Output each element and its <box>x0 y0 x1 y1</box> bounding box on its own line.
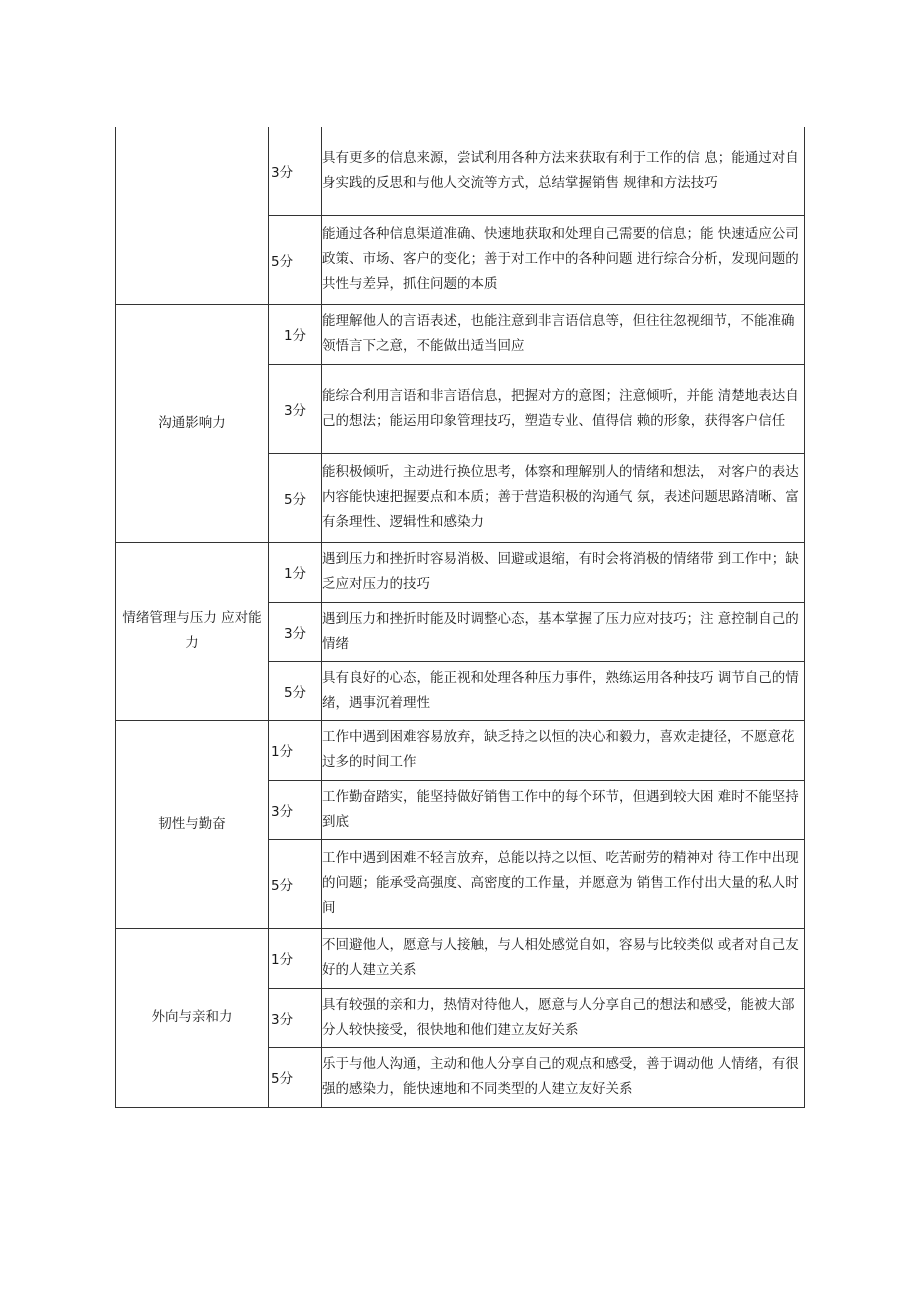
score-cell: 5分 <box>269 839 322 928</box>
table-row <box>116 720 805 780</box>
description-cell: 具有良好的心态，能正视和处理各种压力事件，熟练运用各种技巧 调节自己的情绪，遇事沉着理性 <box>322 661 805 720</box>
description-cell: 能通过各种信息渠道准确、快速地获取和处理自己需要的信息；能 快速适应公司政策、市场、客户的变化；善于对工作中的各种问题 进行综合分析，发现问题的共性与差异，抓住问题的本质 <box>322 215 805 304</box>
score-cell: 1分 <box>269 304 322 364</box>
description-cell: 具有较强的亲和力，热情对待他人，愿意与人分享自己的想法和感受，能被大部分人较快接受，很快地和他们建立友好关系 <box>322 988 805 1047</box>
score-cell: 5分 <box>269 661 322 720</box>
category-cell: 外向与亲和力 <box>116 928 269 1107</box>
score-cell: 1分 <box>269 928 322 988</box>
category-cell <box>116 127 269 304</box>
category-cell: 韧性与勤奋 <box>116 720 269 928</box>
description-cell: 遇到压力和挫折时容易消极、回避或退缩，有时会将消极的情绪带 到工作中；缺乏应对压力的技巧 <box>322 542 805 602</box>
description-cell: 能积极倾听，主动进行换位思考，体察和理解别人的情绪和想法， 对客户的表达内容能快速把握要点和本质；善于营造积极的沟通气 氛，表述问题思路清晰、富有条理性、逻辑性和感染力 <box>322 453 805 542</box>
score-cell: 3分 <box>269 988 322 1047</box>
score-cell: 3分 <box>269 602 322 661</box>
score-cell: 1分 <box>269 720 322 780</box>
table-row <box>116 928 805 988</box>
description-cell: 能综合利用言语和非言语信息，把握对方的意图；注意倾听，并能 清楚地表达自己的想法；能运用印象管理技巧，塑造专业、值得信 赖的形象，获得客户信任 <box>322 364 805 453</box>
table-row <box>116 304 805 364</box>
description-cell: 工作中遇到困难容易放弃，缺乏持之以恒的决心和毅力，喜欢走捷径，不愿意花过多的时间工作 <box>322 720 805 780</box>
description-cell: 能理解他人的言语表述，也能注意到非言语信息等，但往往忽视细节，不能准确领悟言下之意，不能做出适当回应 <box>322 304 805 364</box>
table-row <box>116 127 805 215</box>
table-row <box>116 542 805 602</box>
score-cell: 3分 <box>269 780 322 839</box>
score-cell: 5分 <box>269 215 322 304</box>
category-cell: 沟通影响力 <box>116 304 269 542</box>
competency-rubric-table <box>115 127 805 1108</box>
description-cell: 不回避他人，愿意与人接触，与人相处感觉自如，容易与比较类似 或者对自己友好的人建立关系 <box>322 928 805 988</box>
score-cell: 1分 <box>269 542 322 602</box>
description-cell: 遇到压力和挫折时能及时调整心态，基本掌握了压力应对技巧；注 意控制自己的情绪 <box>322 602 805 661</box>
score-cell: 5分 <box>269 1047 322 1107</box>
description-cell: 工作中遇到困难不轻言放弃，总能以持之以恒、吃苦耐劳的精神对 待工作中出现的问题；能承受高强度、高密度的工作量，并愿意为 销售工作付出大量的私人时间 <box>322 839 805 928</box>
score-cell: 3分 <box>269 127 322 215</box>
category-cell: 情绪管理与压力 应对能力 <box>116 542 269 720</box>
score-cell: 5分 <box>269 453 322 542</box>
description-cell: 工作勤奋踏实，能坚持做好销售工作中的每个环节，但遇到较大困 难时不能坚持到底 <box>322 780 805 839</box>
score-cell: 3分 <box>269 364 322 453</box>
description-cell: 具有更多的信息来源，尝试利用各种方法来获取有利于工作的信 息；能通过对自身实践的反思和与他人交流等方式，总结掌握销售 规律和方法技巧 <box>322 127 805 215</box>
description-cell: 乐于与他人沟通，主动和他人分享自己的观点和感受，善于调动他 人情绪，有很强的感染力，能快速地和不同类型的人建立友好关系 <box>322 1047 805 1107</box>
